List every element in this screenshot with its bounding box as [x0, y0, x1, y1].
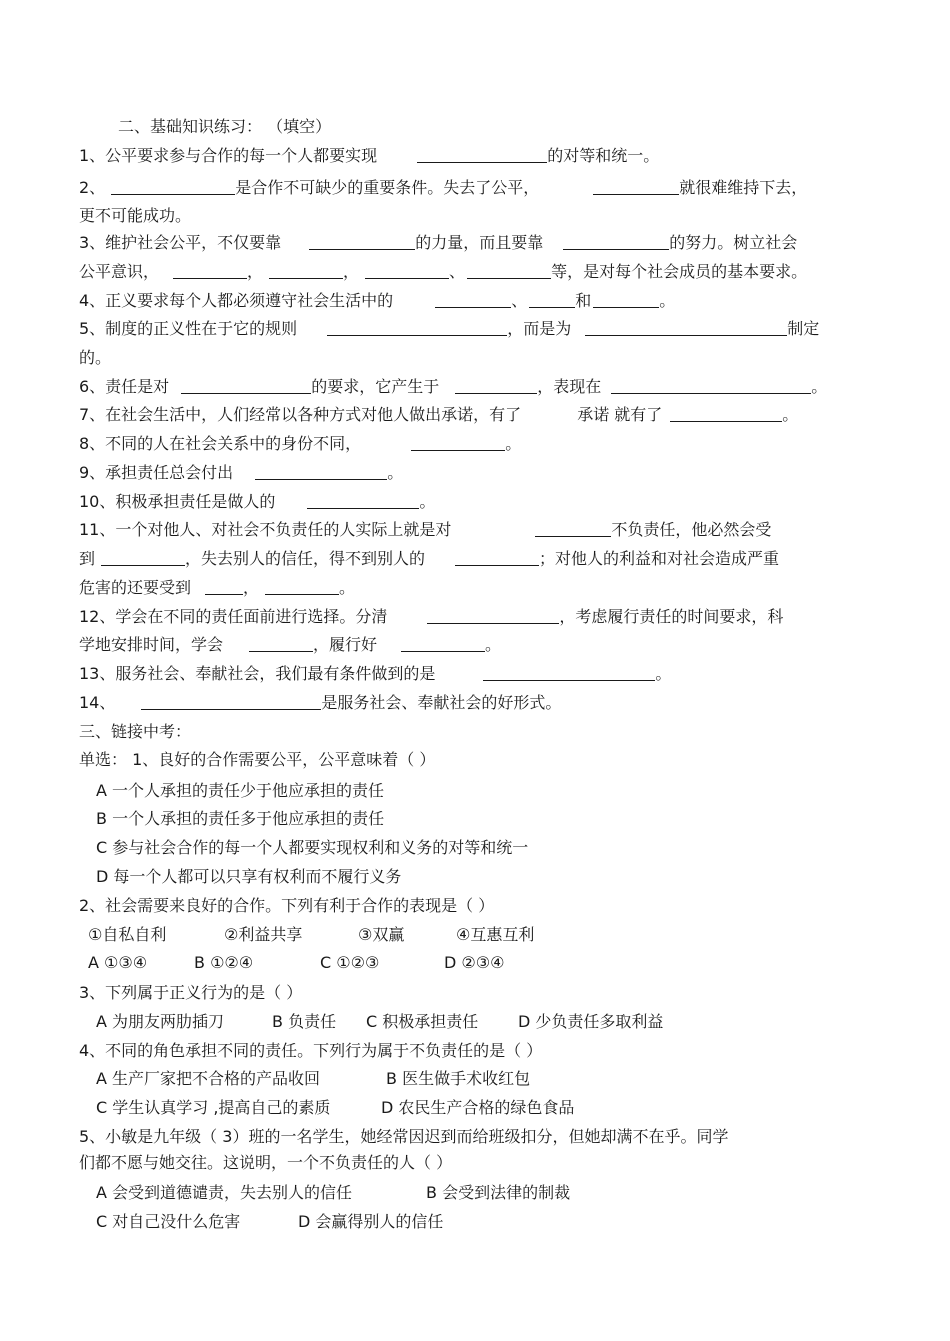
answer-blank[interactable] [611, 377, 811, 394]
mc-q5-option-a[interactable]: A 会受到道德谴责，失去别人的信任 [96, 1183, 353, 1202]
mc-q1-option-a[interactable]: A 一个人承担的责任少于他应承担的责任 [96, 781, 385, 800]
q4-text-c: 和 [575, 291, 592, 310]
q2-text-a: 2、 [79, 178, 106, 197]
q3-text-c: 的努力。树立社会 [669, 233, 798, 252]
q11-text-a: 11、一个对他人、对社会不负责任的人实际上就是对 [79, 520, 452, 539]
q5-text-b: ，而是为 [507, 319, 572, 338]
q14-text-a: 14、 [79, 693, 116, 712]
answer-blank[interactable] [455, 549, 539, 566]
q2-text-d: 更不可能成功。 [79, 206, 192, 225]
mc-q1-option-d[interactable]: D 每一个人都可以只享有权利而不履行义务 [96, 867, 402, 886]
mc-q4-option-c[interactable]: C 学生认真学习 ,提高自己的素质 [96, 1098, 331, 1117]
answer-blank[interactable] [455, 377, 537, 394]
mc-question-2-stem: 2、社会需要来良好的合作。下列有利于合作的表现是（ ） [79, 896, 495, 915]
mc-q3-option-c[interactable]: C 积极承担责任 [366, 1012, 479, 1031]
mc-question-5-stem-cont: 们都不愿与她交往。这说明，一个不负责任的人（ ） [79, 1153, 453, 1172]
fill-question-7 [79, 404, 798, 426]
q6-text-b: 的要求，它产生于 [311, 377, 440, 396]
q2-text-c: 就很难维持下去， [679, 178, 808, 197]
q4-text-d: 。 [659, 291, 676, 310]
q11-text-h: 。 [339, 578, 356, 597]
answer-blank[interactable] [417, 146, 547, 163]
mc-q4-option-d[interactable]: D 农民生产合格的绿色食品 [381, 1098, 575, 1117]
q10-text-a: 10、积极承担责任是做人的 [79, 492, 276, 511]
fill-question-11 [79, 519, 771, 541]
mc-question-5-stem: 5、小敏是九年级（ 3）班的一名学生，她经常因迟到而给班级扣分，但她却满不在乎。同学 [79, 1127, 729, 1146]
q1-text-a: 1、公平要求参与合作的每一个人都要实现 [79, 146, 378, 165]
mc-q3-option-b[interactable]: B 负责任 [272, 1012, 337, 1031]
answer-blank[interactable] [593, 178, 679, 195]
answer-blank[interactable] [411, 434, 505, 451]
section-title-basic-knowledge: 二、基础知识练习： （填空） [118, 117, 332, 136]
answer-blank[interactable] [483, 664, 655, 681]
q7-text-b: 承诺 就有了 [577, 405, 663, 424]
answer-blank[interactable] [467, 262, 551, 279]
mc-q2-option-d[interactable]: D ②③④ [444, 953, 505, 972]
answer-blank[interactable] [181, 377, 311, 394]
mc-q1-option-c[interactable]: C 参与社会合作的每一个人都要实现权利和义务的对等和统一 [96, 838, 529, 857]
fill-question-11-cont [79, 548, 779, 570]
q13-text-b: 。 [655, 664, 672, 683]
q3-text-b: 的力量，而且要靠 [415, 233, 544, 252]
q7-text-c: 。 [782, 405, 799, 424]
q12-text-e: 。 [485, 635, 502, 654]
q7-text-a: 7、在社会生活中，人们经常以各种方式对他人做出承诺，有了 [79, 405, 522, 424]
fill-question-8 [79, 433, 521, 455]
mc-question-3-stem: 3、下列属于正义行为的是（ ） [79, 983, 303, 1002]
q9-text-a: 9、承担责任总会付出 [79, 463, 234, 482]
q12-text-d: ，履行好 [313, 635, 378, 654]
mc-q2-item-1: ①自私自利 [88, 925, 167, 944]
answer-blank[interactable] [365, 262, 449, 279]
mc-q4-option-b[interactable]: B 医生做手术收红包 [386, 1069, 531, 1088]
q4-text-a: 4、正义要求每个人都必须遵守社会生活中的 [79, 291, 394, 310]
q11-text-e: ；对他人的利益和对社会造成严重 [539, 549, 780, 568]
q3-text-e: ， [247, 262, 264, 281]
answer-blank[interactable] [327, 319, 507, 336]
fill-question-3 [79, 232, 797, 254]
answer-blank[interactable] [205, 578, 243, 595]
q4-text-b: 、 [511, 291, 528, 310]
fill-question-3-cont [79, 261, 807, 283]
answer-blank[interactable] [309, 233, 415, 250]
answer-blank[interactable] [269, 262, 343, 279]
q5-text-a: 5、制度的正义性在于它的规则 [79, 319, 298, 338]
fill-question-6 [79, 376, 827, 398]
q8-text-a: 8、不同的人在社会关系中的身份不同， [79, 434, 362, 453]
fill-question-9 [79, 462, 403, 484]
answer-blank[interactable] [670, 405, 782, 422]
mc-q4-option-a[interactable]: A 生产厂家把不合格的产品收回 [96, 1069, 321, 1088]
q13-text-a: 13、服务社会、奉献社会，我们最有条件做到的是 [79, 664, 436, 683]
answer-blank[interactable] [173, 262, 247, 279]
answer-blank[interactable] [249, 635, 313, 652]
fill-question-1 [79, 145, 659, 167]
mc-q2-item-2: ②利益共享 [224, 925, 303, 944]
fill-question-13 [79, 663, 671, 685]
q3-text-f: ， [343, 262, 360, 281]
q10-text-b: 。 [419, 492, 436, 511]
q6-text-d: 。 [811, 377, 828, 396]
answer-blank[interactable] [529, 291, 575, 308]
mc-q2-item-4: ④互惠互利 [456, 925, 535, 944]
q12-text-a: 12、学会在不同的责任面前进行选择。分清 [79, 607, 388, 626]
mc-q5-option-c[interactable]: C 对自己没什么危害 [96, 1212, 241, 1231]
mc-q2-item-3: ③双赢 [358, 925, 405, 944]
fill-question-12-cont [79, 634, 501, 656]
fill-question-11-cont2 [79, 577, 355, 599]
answer-blank[interactable] [401, 635, 485, 652]
mc-question-1-stem: 单选： 1、良好的合作需要公平，公平意味着（ ） [79, 750, 436, 769]
answer-blank[interactable] [585, 319, 787, 336]
q3-text-a: 3、维护社会公平，不仅要靠 [79, 233, 282, 252]
mc-q3-option-d[interactable]: D 少负责任多取利益 [518, 1012, 664, 1031]
answer-blank[interactable] [101, 549, 185, 566]
fill-question-14 [79, 692, 561, 714]
q11-text-g: ， [243, 578, 260, 597]
q3-text-g: 、 [449, 262, 466, 281]
q6-text-c: ，表现在 [537, 377, 602, 396]
q5-text-d: 的。 [79, 348, 112, 367]
answer-blank[interactable] [111, 178, 235, 195]
q11-text-d: ，失去别人的信任，得不到别人的 [185, 549, 426, 568]
fill-question-12 [79, 606, 783, 628]
section-title-exam-link: 三、链接中考： [79, 722, 192, 741]
mc-q5-option-d[interactable]: D 会赢得别人的信任 [298, 1212, 444, 1231]
q3-text-d: 公平意识， [79, 262, 160, 281]
answer-blank[interactable] [563, 233, 669, 250]
answer-blank[interactable] [427, 607, 559, 624]
mc-q2-option-b[interactable]: B ①②④ [194, 953, 254, 972]
q11-text-b: 不负责任，他必然会受 [611, 520, 772, 539]
fill-question-2 [79, 177, 807, 199]
q6-text-a: 6、责任是对 [79, 377, 170, 396]
q9-text-b: 。 [387, 463, 404, 482]
q11-text-f: 危害的还要受到 [79, 578, 192, 597]
q12-text-b: ，考虑履行责任的时间要求，科 [559, 607, 784, 626]
q8-text-b: 。 [505, 434, 522, 453]
answer-blank[interactable] [535, 520, 611, 537]
mc-q1-option-b[interactable]: B 一个人承担的责任多于他应承担的责任 [96, 809, 385, 828]
q3-text-h: 等，是对每个社会成员的基本要求。 [551, 262, 808, 281]
fill-question-4 [79, 290, 675, 312]
q11-text-c: 到 [79, 549, 96, 568]
q2-text-b: 是合作不可缺少的重要条件。失去了公平， [235, 178, 540, 197]
answer-blank[interactable] [435, 291, 511, 308]
mc-q2-option-c[interactable]: C ①②③ [320, 953, 380, 972]
fill-question-5 [79, 318, 819, 340]
mc-q3-option-a[interactable]: A 为朋友两肋插刀 [96, 1012, 225, 1031]
q1-text-b: 的对等和统一。 [547, 146, 660, 165]
mc-question-4-stem: 4、不同的角色承担不同的责任。下列行为属于不负责任的是（ ） [79, 1041, 543, 1060]
fill-question-10 [79, 491, 435, 513]
answer-blank[interactable] [255, 463, 387, 480]
answer-blank[interactable] [593, 291, 659, 308]
q12-text-c: 学地安排时间，学会 [79, 635, 224, 654]
q5-text-c: 制定 [787, 319, 820, 338]
answer-blank[interactable] [265, 578, 339, 595]
mc-q5-option-b[interactable]: B 会受到法律的制裁 [426, 1183, 571, 1202]
mc-q2-option-a[interactable]: A ①③④ [88, 953, 148, 972]
answer-blank[interactable] [141, 693, 321, 710]
answer-blank[interactable] [307, 492, 419, 509]
q14-text-b: 是服务社会、奉献社会的好形式。 [321, 693, 562, 712]
